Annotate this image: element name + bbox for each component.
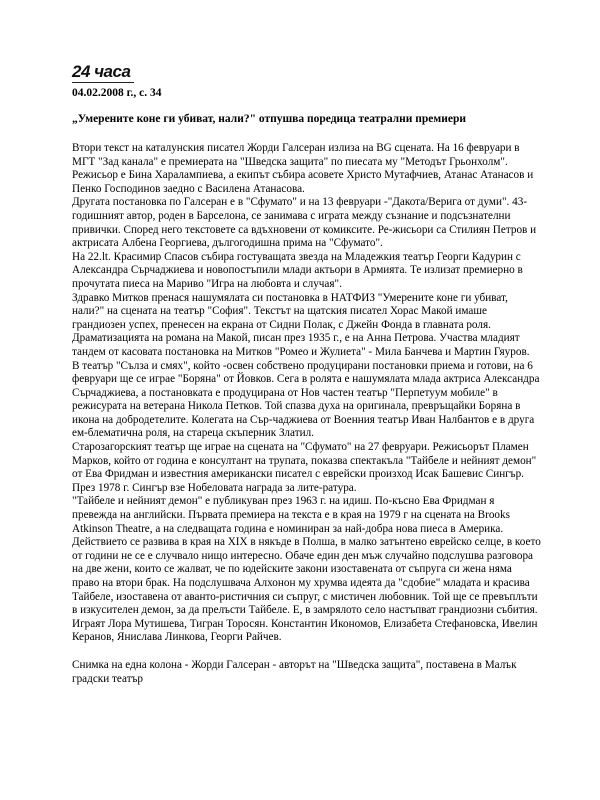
article-body [72,142,542,645]
article-paragraph: В театър "Сълза и смях", който -освен собствено продуцирани постановки приема и готови, на 6 февруари ще се играе "Боряна" от Йовков. Сега в ролята е нашумялата млада актриса Александра Сърчаджиева, а постановката е продуцирана от Нов частен театър "Перпетуум мобиле" в режисурата на ветерана Никола Петков. Той спазва духа на оригинала, превръщайки Боряна в икона на добродетелите. Колегата на Сър-чаджиева от Военния театър Иван Налбантов е в друга ем-блематична роля, на стареца скъперник Златил. [72,359,540,440]
article-headline: „Умерените коне ги убиват, нали?" отпушва поредица театрални премиери [72,113,466,125]
article-paragraph: На 22.lt. Красимир Спасов събира гостуващата звезда на Младежкия театър Георги Кадурин с Александра Сърчаджиева и новопостъпили млади актьори в Армията. Те излизат премиерно в прочутата пиеса на Мариво "Игра на любовта и случая". [72,250,523,290]
article-page [72,62,542,686]
photo-caption: Снимка на една колона - Жорди Галсеран - авторът на "Шведска защита", поставена в Малък градски театър [72,658,517,685]
article-paragraph: Втори текст на каталунския писател Жорди Галсеран излиза на BG сцената. На 16 февруари в МГТ "Зад канала" е премиерата на "Шведска защита" по пиесата му "Методът Грьонхолм". Режисьор е Бина Харалампиева, а екипът събира асовете Христо Мутафчиев, Атанас Атанасов и Пенко Господинов заедно с Василена Атанасова. [72,142,534,195]
logo-underline [72,82,134,83]
article-paragraph: Здравко Митков пренася нашумялата си постановка в НАТФИЗ "Умерените коне ги убиват, нали?" на сцената на театър "София". Текстът на щатския писател Хорас Макой имаше грандиозен успех, пренесен на екрана от Сидни Полак, с Джейн Фонда в главната роля. Драматизацията на романа на Макой, писан през 1935 г., е на Анна Петрова. Участва младият тандем от касовата постановка на Митков "Ромео и Жулиета" - Мила Банчева и Мартин Гяуров. [72,291,530,358]
article-paragraph: Действието се развива в края на XIX в някъде в Полша, в малко затънтено еврейско селце, в което от години не се е случвало нищо интересно. Обаче един ден мъж случайно подслушва разговора на две жени, които се жалват, че по юдейските закони изоставената от съпруга си жена няма право на втори брак. На подслушвача Алхонон му хрумва идеята да "сдобие" младата и красива Тайбеле, изоставена от аванто-ристичния си съпруг, с мистичен любовник. Той ще се превъплъти в изкусителен демон, за да прелъсти Тайбеле. Е, в замрялото село настъпват грандиозни събития. Играят Лора Мутишева, Тигран Торосян. Константин Икономов, Елизабета Стефановска, Ивелин Керанов, Янислава Линкова, Георги Райчев. [72,536,541,644]
article-paragraph: Другата постановка по Галсеран е в "Сфумато" и на 13 февруари -"Дакота/Верига от думи". 43-годишният автор, роден в Барселона, се занимава с играта между съзнание и подсъзнателни привички. Според него текстовете са вдъхновени от комиксите. Ре-жисьори са Стилиян Петров и актрисата Албена Георгиева, дългогодишна прима на "Сфумато". [72,196,537,250]
masthead [72,62,542,86]
newspaper-logo: 24 часа [72,62,131,81]
article-dateline: 04.02.2008 г., с. 34 [72,87,162,99]
article-paragraph: "Тайбеле и нейният демон" е публикуван през 1963 г. на идиш. По-късно Ева Фридман я превежда на английски. Първата премиера на текста е в края на 1979 г на сцената на Brooks Atkinson Theatre, а на следващата година е номиниран за най-добра нова пиеса в Америка. [72,495,510,535]
article-paragraph: Старозагорският театър ще играе на сцената на "Сфумато" на 27 февруари. Режисьорът Пламен Марков, който от година е консултант на трупата, показва спектакъла "Тайбеле и нейният демон" от Ева Фридман и известния американски писател с еврейски произход Исак Башевис Сингър. През 1978 г. Сингър взе Нобеловата награда за лите-ратура. [72,441,537,494]
